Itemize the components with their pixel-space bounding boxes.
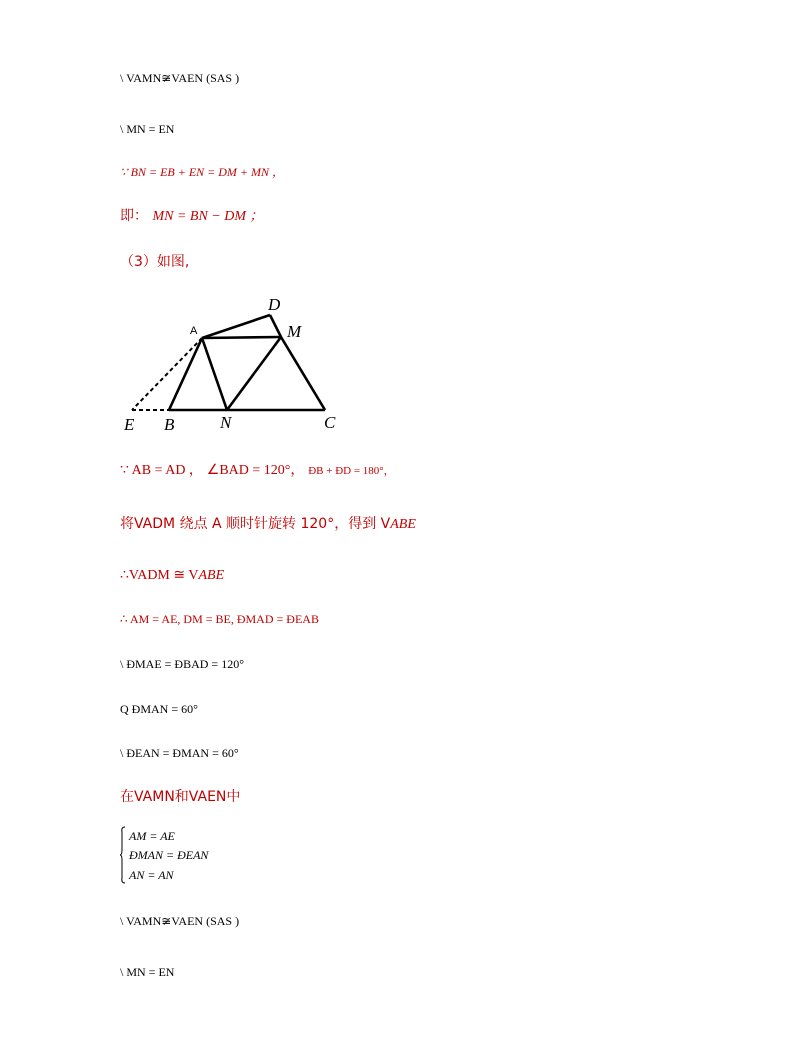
label-n: N: [220, 413, 232, 432]
rotation-target: ABE: [390, 517, 416, 532]
angle-ean-line: \ ÐEAN = ÐMAN = 60°: [120, 746, 239, 760]
segment-an: [202, 338, 227, 410]
segment-mc: [281, 337, 325, 410]
segment-mn: [227, 337, 281, 410]
congruence-line-1: \ VAMN≆VAEN (SAS ): [120, 71, 240, 85]
mn-equals-en-line-1: \ MN = EN: [120, 122, 175, 136]
result-prefix: 即：: [120, 208, 148, 224]
adm-congruent: ∴VADM ≅ V: [120, 568, 199, 583]
figure-dashed-lines: [132, 338, 202, 410]
ab-equals-ad: ∵ AB = AD ，: [120, 463, 203, 478]
label-c: C: [324, 413, 336, 432]
bn-sum-line: ∵ BN = EB + EN = DM + MN ，: [120, 165, 285, 179]
segment-ab: [169, 338, 202, 410]
label-m: M: [287, 322, 302, 341]
given-line: [120, 462, 395, 479]
equalities-line: ∴ AM = AE, DM = BE, ÐMAD = ÐEAB: [120, 612, 319, 626]
rotation-text: 将VADM 绕点 A 顺时针旋转 120°，得到 V: [120, 516, 391, 532]
angle-bad: ∠BAD = 120°，: [206, 463, 305, 478]
geometry-figure: [118, 292, 348, 437]
rotation-line: [120, 516, 416, 533]
label-e: E: [124, 415, 135, 434]
segment-ad: [202, 315, 270, 338]
system-line-3: AN = AN: [129, 868, 174, 882]
angle-mae-line: \ ÐMAE = ÐBAD = 120°: [120, 657, 245, 671]
label-b: B: [164, 415, 175, 434]
congruence-line-2: \ VAMN≆VAEN (SAS ): [120, 914, 240, 928]
segment-am: [202, 337, 281, 338]
result-line: [120, 208, 264, 225]
label-a: A: [190, 325, 198, 337]
system-brace: [120, 826, 126, 884]
part3-heading: （3）如图,: [120, 254, 190, 270]
mn-equals-en-line-2: \ MN = EN: [120, 965, 175, 979]
angle-sum: ÐB + ÐD = 180°，: [308, 465, 395, 477]
triangles-heading: 在VAMN和VAEN中: [120, 789, 241, 805]
triangle-congruence: [120, 567, 224, 584]
segment-dm: [270, 315, 281, 337]
system-line-1: AM = AE: [129, 829, 175, 843]
abe-label: ABE: [198, 568, 225, 583]
segment-ae-dashed: [132, 338, 202, 410]
system-line-2: ÐMAN = ÐEAN: [129, 848, 209, 862]
angle-man-line: Q ÐMAN = 60°: [120, 702, 198, 716]
label-d: D: [268, 295, 281, 314]
result-expression: MN = BN − DM ；: [152, 209, 264, 224]
